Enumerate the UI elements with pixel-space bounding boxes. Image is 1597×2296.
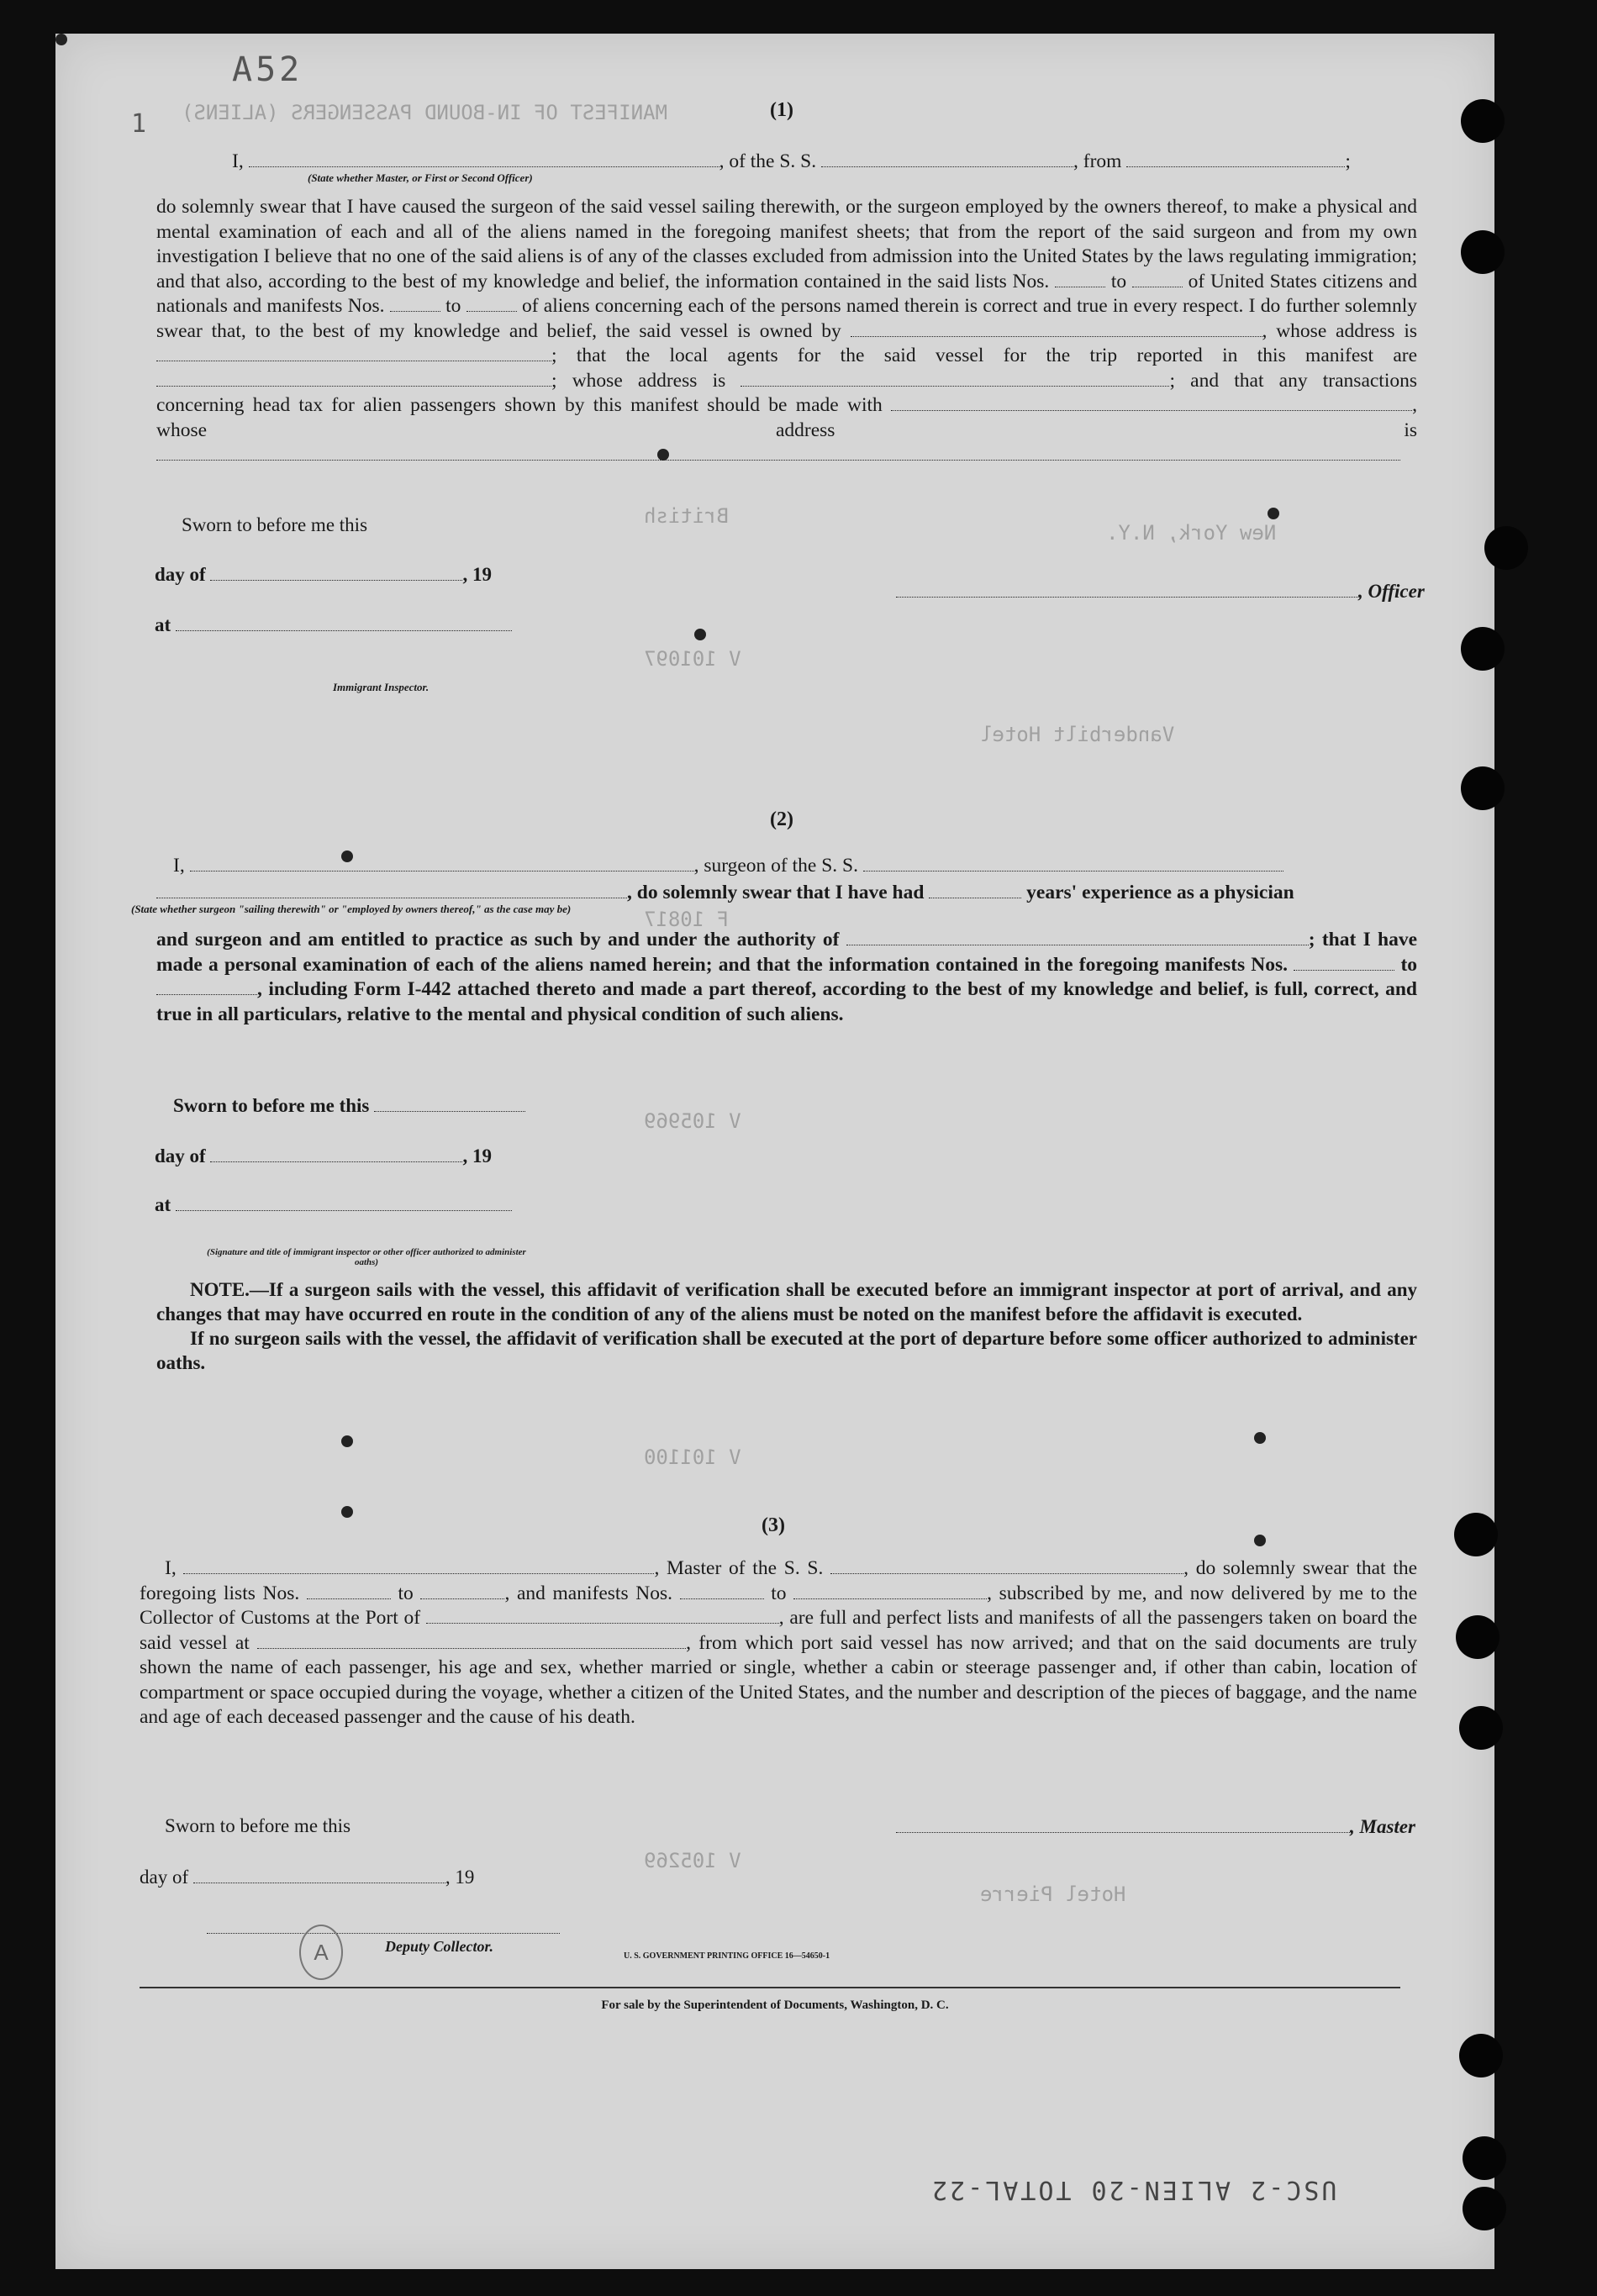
printing-office-imprint: U. S. GOVERNMENT PRINTING OFFICE 16—54650-1 [624, 1951, 830, 1961]
section-1-body: do solemnly swear that I have caused the surgeon of the said vessel sailing therewith, or the surgeon employed by the owners thereof, to make a physical and mental examination of each and all of the aliens named in the foregoing manifest sheets; that from the report of the said surgeon and from my own investigation I believe that no one of the said aliens is of any of the classes excluded from admission into the United States by the laws regulating immigration; and that also, according to the best of my knowledge and belief, the information contained in the said lists Nos. to of United States citizens and nationals and manifests Nos. to of aliens concerning each of the persons named therein is correct and true in every respect. I do further solemnly swear that, to the best of my knowledge and belief, the said vessel is owned by , whose address is ; that the local agents for the said vessel for the trip reported in this manifest are ; whose address is ; and that any transactions concerning head tax for alien passengers shown by this manifest should be made with , whose address is [156, 195, 1417, 468]
bleed-through-text: Hotel Pierre [980, 1883, 1126, 1906]
section-1-first-line: I, , of the S. S. , from ; [232, 150, 1351, 172]
officer-signature-line: , Officer [896, 580, 1425, 603]
bottom-form-code: USC-2 ALIEN-20 TOTAL-22 [930, 2175, 1337, 2204]
bleed-through-text: New York, N.Y. [1106, 521, 1277, 545]
typewriter-dot [341, 1435, 353, 1447]
punch-hole [1461, 230, 1505, 274]
punch-hole [1461, 627, 1505, 671]
surgeon-note: NOTE.—If a surgeon sails with the vessel, this affidavit of verification shall be executed before an immigrant inspector at port of arrival, and any changes that may have occurred en route in the condition of any of the aliens must be noted on the manifest before the affidavit is executed. If no surgeon sails with the vessel, the affidavit of verification shall be executed at the port of departure before some officer authorized to administer oaths. [156, 1279, 1417, 1373]
bleed-through-text: V 101097 [644, 647, 741, 671]
bleed-through-text: Vanderbilt Hotel [980, 723, 1175, 746]
punch-hole [1463, 2136, 1506, 2180]
handwritten-mark: A52 [232, 50, 303, 89]
bleed-through-text: V 105269 [644, 1849, 741, 1872]
section-3-number: (3) [762, 1514, 785, 1536]
stamp-a: A [299, 1925, 343, 1980]
immigrant-inspector-caption: Immigrant Inspector. [333, 681, 430, 693]
section-2-day-of: day of , 19 [155, 1145, 492, 1166]
section-2-caption: (State whether surgeon "sailing therewith" or "employed by owners thereof," as the case may be) [131, 903, 572, 915]
typewriter-dot [341, 1506, 353, 1518]
punch-hole [1459, 2034, 1503, 2077]
punch-hole [1461, 766, 1505, 810]
typewriter-dot [1254, 1432, 1266, 1444]
section-3-sworn: Sworn to before me this [165, 1815, 351, 1836]
bleed-through-text: MANIFEST OF IN-BOUND PASSENGERS (ALIENS) [182, 101, 667, 124]
section-3-body: I, , Master of the S. S. , do solemnly swear that the foregoing lists Nos. to , and manifests Nos. to , subscribed by me, and now delivered by me to the Collector of Customs at the Port of , are full and perfect lists and manifests of all the passengers taken on board the said vessel at , from which port said vessel has now arrived; and that on the said documents are truly shown the name of each passenger, his age and sex, whether married or single, whether a cabin or steerage passenger and, if other than cabin, location of compartment or space occupied during the voyage, whether a citizen of the United States, and the number and description of the pieces of baggage, and the name and age of each deceased passenger and the cause of his death. [140, 1557, 1418, 1728]
punch-hole [1484, 526, 1528, 570]
section-1-sworn: Sworn to before me this [182, 514, 368, 535]
punch-hole [1459, 1706, 1503, 1750]
section-1-caption: (State whether Master, or First or Second Officer) [308, 171, 533, 184]
deputy-collector-line [207, 1916, 560, 1939]
typewriter-dot [1254, 1535, 1266, 1546]
footer-rule [140, 1987, 1400, 1988]
typewriter-dot [694, 629, 706, 640]
punch-hole [1461, 99, 1505, 143]
manifest-page [55, 34, 1494, 2269]
bleed-through-text: V 101100 [644, 1446, 741, 1469]
section-2-body: and surgeon and am entitled to practice as such by and under the authority of ; that I have made a personal examination of each of the aliens named herein; and that the information contained in the foregoing manifests Nos. to , including Form I-442 attached thereto and made a part thereof, according to the best of my knowledge and belief, is full, correct, and true in all particulars, relative to the mental and physical condition of such aliens. [156, 929, 1418, 1025]
section-1-number: (1) [770, 99, 793, 121]
punch-hole [1454, 1513, 1498, 1556]
section-1-day-of: day of , 19 [155, 564, 492, 585]
footer-sale-notice: For sale by the Superintendent of Documents, Washington, D. C. [601, 1998, 949, 2012]
bleed-through-text: British [644, 504, 730, 528]
bleed-through-text: F 10817 [644, 908, 730, 931]
section-2-first-line: I, , surgeon of the S. S. [156, 854, 1417, 879]
master-signature-line: , Master [896, 1815, 1415, 1838]
section-3-day-of: day of , 19 [140, 1867, 475, 1888]
punch-hole [1463, 2187, 1506, 2230]
bleed-through-text: V 105969 [644, 1109, 741, 1133]
section-2-sworn: Sworn to before me this [173, 1094, 525, 1117]
typewriter-dot [55, 34, 67, 45]
section-2-at: at [155, 1193, 512, 1216]
punch-hole [1456, 1615, 1499, 1659]
typewriter-dot [341, 850, 353, 862]
section-2-second-line: , do solemnly swear that I have had years' experience as a physician [156, 881, 1417, 906]
typewriter-dot [1268, 508, 1279, 519]
deputy-collector-caption: Deputy Collector. [385, 1938, 493, 1955]
typewriter-dot [657, 449, 669, 461]
handwritten-mark-2: 1 [131, 109, 150, 139]
section-1-at: at [155, 613, 512, 636]
section-2-number: (2) [770, 808, 793, 830]
section-2-signature-caption: (Signature and title of immigrant inspector or other officer authorized to administer oaths) [207, 1247, 526, 1267]
